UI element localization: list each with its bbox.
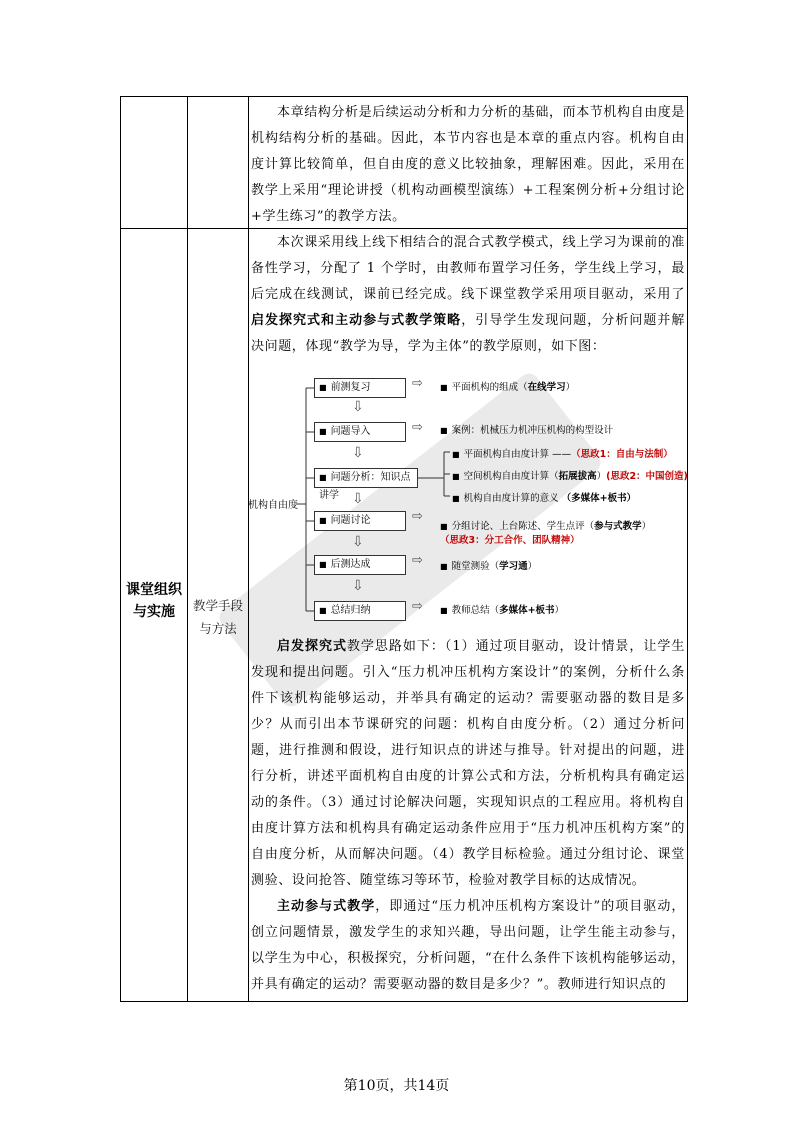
bullet-square-icon: ■ [452, 450, 460, 459]
intro-text-a: 本次课采用线上线下相结合的混合式教学模式，线上学习为课前的准备性学习，分配了 1 个学时，由教师布置学习任务，学生线上学习，最后完成在线测试，课前已经完成。线下课堂教学采用项目驱动，采用了 [251, 235, 686, 302]
branch-text: 空间机构自由度计算（ [463, 471, 559, 482]
branch-close: ） [554, 605, 565, 616]
branch-quiz [440, 558, 537, 572]
row-label-classroom: 课堂组织与实施 [126, 582, 182, 620]
ideology-tag-1: （思政1：自由与法制） [571, 449, 673, 460]
branch-close: ） [565, 382, 576, 393]
diagram-root-label: 机构自由度 [248, 500, 298, 511]
participatory-paragraph [251, 894, 685, 998]
branch-case [440, 422, 613, 436]
branch-mode: 多媒体+板书 [499, 605, 555, 616]
bullet-square-icon: ■ [452, 494, 460, 503]
branch-text: 平面机构自由度计算 [463, 449, 550, 460]
participatory-text: ，即通过“压力机冲压机构方案设计”的项目驱动，创立问题情景，激发学生的求知兴趣，导出问题，让学生能主动参与，以学生为中心，积极探究，分析问题，“在什么条件下该机构能够运动，并具有确定的运动？需要驱动器的数目是多少？”。教师进行知识点的 [251, 899, 686, 992]
bullet-square-icon: ■ [319, 427, 327, 436]
right-arrow-icon: ⇨ [412, 376, 423, 391]
step-label: 前测复习 [330, 382, 371, 393]
down-arrow-icon: ⇩ [352, 534, 364, 550]
branch-text: 机构自由度计算的意义 [463, 493, 559, 504]
col-label-teaching-methods: 教学手段与方法 [192, 598, 243, 636]
branch-ideology-3 [440, 532, 580, 546]
branch-mode: 参与式教学 [594, 521, 642, 532]
branch-mode: （多媒体+板书） [561, 493, 637, 504]
row2-strategy-detail [251, 634, 685, 998]
branch-close: ） [641, 521, 652, 532]
down-arrow-icon: ⇩ [352, 399, 364, 415]
branch-text: 分组讨论、上台陈述、学生点评（ [451, 521, 595, 532]
step-label: 问题分析：知识点讲学 [319, 472, 411, 501]
branch-pretest [440, 379, 575, 393]
down-arrow-icon: ⇩ [352, 491, 364, 507]
step-posttest [314, 555, 406, 575]
branch-close: ） [527, 561, 538, 572]
step-problem-discussion [314, 511, 406, 531]
branch-mode: 学习通 [499, 561, 528, 572]
bullet-square-icon: ■ [319, 473, 327, 482]
heuristic-text: 教学思路如下：（1）通过项目驱动，设计情景，让学生发现和提出问题。引入“压力机冲压机构方案设计”的案例，分析什么条件下该机构能够运动，并举具有确定的运动？需要驱动器的数目是多少？从而引出本节课研究的问题：机构自由度分析。（2）通过分析问题，进行推测和假设，进行知识点的讲述与推导。针对提出的问题，进行分析，讲述平面机构自由度的计算公式和方法，分析机构具有确定运动的条件。（3）通过讨论解决问题，实现知识点的工程应用。将机构自由度计算方法和机构具有确定运动条件应用于“压力机冲压机构方案”的自由度分析，从而解决问题。（4）教学目标检验。通过分组讨论、课堂测验、设问抢答、随堂练习等环节，检验对教学目标的达成情况。 [251, 639, 685, 888]
bullet-square-icon: ■ [440, 562, 448, 571]
branch-mode: 在线学习 [527, 382, 566, 393]
heuristic-paragraph [251, 634, 685, 894]
ideology-tag-2: (思政2：中国创造) [606, 471, 688, 482]
bullet-square-icon: ■ [452, 472, 460, 481]
row1-paragraph: 本章结构分析是后续运动分析和力分析的基础，而本节机构自由度是机构结构分析的基础。因此，本节内容也是本章的重点内容。机构自由度计算比较简单，但自由度的意义比较抽象，理解困难。因此，采用在教学上采用“理论讲授（机构动画模型演练）+工程案例分析+分组讨论+学生练习”的教学方法。 [251, 105, 686, 224]
bullet-square-icon: ■ [440, 606, 448, 615]
branch-teacher-summary [440, 602, 564, 616]
table-divider-1 [187, 96, 188, 1002]
heuristic-title: 启发探究式 [277, 639, 347, 654]
row1-cell [251, 100, 685, 230]
step-label: 问题导入 [330, 426, 371, 437]
step-problem-intro [314, 422, 406, 442]
right-arrow-icon: ⇨ [412, 509, 423, 524]
branch-text: 平面机构的组成（ [451, 382, 528, 393]
participatory-title: 主动参与式教学 [277, 899, 376, 914]
bullet-square-icon: ■ [440, 426, 448, 435]
bullet-square-icon: ■ [319, 560, 327, 569]
step-label: 后测达成 [330, 559, 371, 570]
table-border-left [120, 96, 121, 1002]
branch-spatial-dof [452, 468, 688, 482]
step-problem-analysis [314, 468, 418, 501]
branch-dash: —— [552, 449, 572, 460]
intro-paragraph [251, 230, 685, 360]
bullet-square-icon: ■ [319, 606, 327, 615]
branch-text: 案例：机械压力机冲压机构的构型设计 [451, 425, 614, 436]
right-arrow-icon: ⇨ [412, 599, 423, 614]
bullet-square-icon: ■ [319, 383, 327, 392]
page-number-footer: 第10页，共14页 [343, 1078, 450, 1094]
branch-planar-dof [452, 446, 673, 460]
step-pretest-review [314, 378, 406, 398]
intro-text-b: ，引导学生发现问题，分析问题并解决问题，体现“教学为导，学为主体”的教学原则，如下图： [251, 313, 685, 354]
down-arrow-icon: ⇩ [352, 578, 364, 594]
row2-intro [251, 230, 685, 360]
step-summary [314, 601, 406, 621]
bullet-square-icon: ■ [319, 516, 327, 525]
table-border-bottom [120, 1001, 688, 1002]
down-arrow-icon: ⇩ [352, 445, 364, 461]
right-arrow-icon: ⇨ [412, 553, 423, 568]
branch-discussion [440, 518, 651, 532]
ideology-tag-3: （思政3：分工合作、团队精神） [440, 535, 580, 546]
bullet-square-icon: ■ [440, 522, 448, 531]
intro-strategy-bold: 启发探究式和主动参与式教学策略 [251, 313, 462, 328]
branch-close: ） [596, 471, 607, 482]
right-arrow-icon: ⇨ [412, 420, 423, 435]
table-border-top [120, 96, 688, 97]
branch-mode: 拓展拔高 [558, 471, 597, 482]
step-label: 总结归纳 [330, 605, 371, 616]
branch-text: 教师总结（ [451, 605, 500, 616]
branch-dof-meaning [452, 490, 636, 504]
step-label: 问题讨论 [330, 515, 371, 526]
teaching-flow-diagram [248, 368, 688, 628]
bullet-square-icon: ■ [440, 383, 448, 392]
branch-text: 随堂测验（ [451, 561, 500, 572]
